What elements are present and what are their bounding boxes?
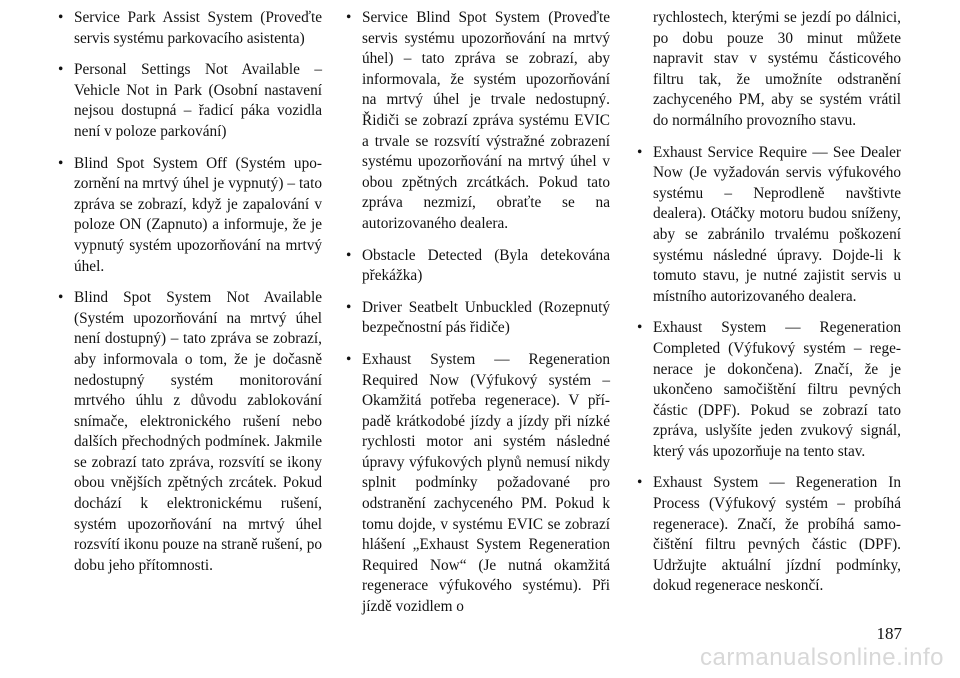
- message-list: [57, 8, 322, 576]
- list-item: [345, 298, 610, 339]
- text-column-2: [345, 8, 610, 629]
- list-item: [57, 8, 322, 49]
- bullet-point: •: [58, 289, 64, 307]
- list-item: [636, 143, 901, 308]
- list-item: [636, 318, 901, 462]
- page-number: 187: [876, 624, 902, 643]
- message-list: [345, 8, 610, 618]
- list-item: [636, 473, 901, 597]
- item-text: Obstacle Detected (Byla detekována překážka): [362, 246, 610, 285]
- item-text: Driver Seatbelt Unbuckled (Rozepnutý bezpečnostní pás řidiče): [362, 298, 610, 337]
- item-text: Exhaust System — Regeneration In Process (Výfukový systém – probíhá regenerace). Značí, že probíhá samočištění filtru pevných částic (DPF). Udržujte aktuální jízdní podmínky, dokud regenerace neskončí.: [653, 474, 901, 595]
- bullet-point: •: [346, 298, 352, 316]
- text-column-3: [636, 8, 901, 608]
- item-text: Service Park Assist System (Proveďte servis systému parkovacího asistenta): [74, 9, 322, 47]
- bullet-point: •: [637, 143, 643, 161]
- watermark: carmanualsonline.info: [700, 644, 944, 671]
- bullet-point: •: [58, 61, 64, 79]
- message-list: [636, 143, 901, 597]
- item-text: Blind Spot System Off (Systém upozornění na mrtvý úhel je vypnutý) – tato zpráva se zobrazí, když je zapalování v poloze ON (Zapnuto) a informuje, že je vypnutý systém upozorňování na mrtvý úhel.: [74, 154, 322, 275]
- item-text: Exhaust System — Regeneration Required Now (Výfukový systém – Okamžitá potřeba regenerace). V případě krátkodobé jízdy a jízdy při nízké rychlosti motor ani systém následné úpravy výfukových plynů nemusí nikdy splnit podmínky požadované pro odstranění zachyceného PM. Pokud k tomu dojde, v systému EVIC se zobrazí hlášení „Exhaust System Regeneration Required Now“ (Je nutná okamžitá regenerace výfukového systému). Při jízdě vozidlem o: [362, 350, 610, 616]
- bullet-point: •: [346, 350, 352, 368]
- item-text: Service Blind Spot System (Proveďte servis systému upozorňování na mrtvý úhel) – tato zpráva se zobrazí, aby informovala, že systém upozorňování na mrtvý úhel je trvale nedostupný. Řidiči se zobrazí zpráva systému EVIC a trvale se rozsvítí výstražné zobrazení systému upozorňování na mrtvý úhel v obou zpětných zrcátkách. Pokud tato zpráva nezmizí, obraťte se na autorizovaného dealera.: [362, 9, 610, 232]
- item-text: Personal Settings Not Available – Vehicle Not in Park (Osobní nastavení nejsou dostupná – řadicí páka vozidla není v poloze parkování): [74, 61, 322, 140]
- bullet-point: •: [58, 154, 64, 172]
- continued-paragraph: rychlostech, kterými se jezdí po dálnici, po dobu pouze 30 minut můžete napravit stav v systému částicového filtru tak, že umožníte odstranění zachyceného PM, aby se systém vrátil do normálního provozního stavu.: [653, 9, 901, 129]
- list-item: [345, 8, 610, 235]
- list-item: [345, 350, 610, 618]
- list-item: [57, 288, 322, 576]
- bullet-point: •: [346, 246, 352, 264]
- text-column-1: [57, 8, 322, 587]
- item-text: Exhaust System — Regeneration Completed (Výfukový systém – regenerace je dokončena). Značí, že je ukončeno samočištění filtru pevných částic (DPF). Pokud se zobrazí tato zpráva, uslyšíte jeden zvukový signál, který vás upozorňuje na tento stav.: [653, 319, 901, 460]
- list-item: [57, 60, 322, 142]
- bullet-point: •: [346, 9, 352, 26]
- bullet-point: •: [637, 474, 643, 492]
- bullet-point: •: [58, 9, 64, 26]
- item-text: Blind Spot System Not Available (Systém upozorňování na mrtvý úhel není dostupný) – tato zpráva se zobrazí, aby informovala o tom, že je dočasně nedostupný systém monitorování mrtvého úhlu z důvodu zablokování snímače, elektronického rušení nebo dalších přechodných podmínek. Jakmile se zobrazí tato zpráva, rozsvítí se ikony obou vnějších zpětných zrcátek. Pokud dochází k elektronickému rušení, systém upozorňování na mrtvý úhel rozsvítí ikonu pouze na straně rušení, po dobu jeho přítomnosti.: [74, 289, 322, 574]
- list-item: [57, 154, 322, 278]
- item-text: Exhaust Service Require — See Dealer Now (Je vyžadován servis výfukového systému – Neprodleně navštivte dealera). Otáčky motoru budou sníženy, aby se zabránilo trvalému poškození systému následné úpravy. Dojde-li k tomuto stavu, je nutné zajistit servis u místního autorizovaného dealera.: [653, 143, 901, 305]
- list-item: [345, 246, 610, 287]
- bullet-point: •: [637, 319, 643, 337]
